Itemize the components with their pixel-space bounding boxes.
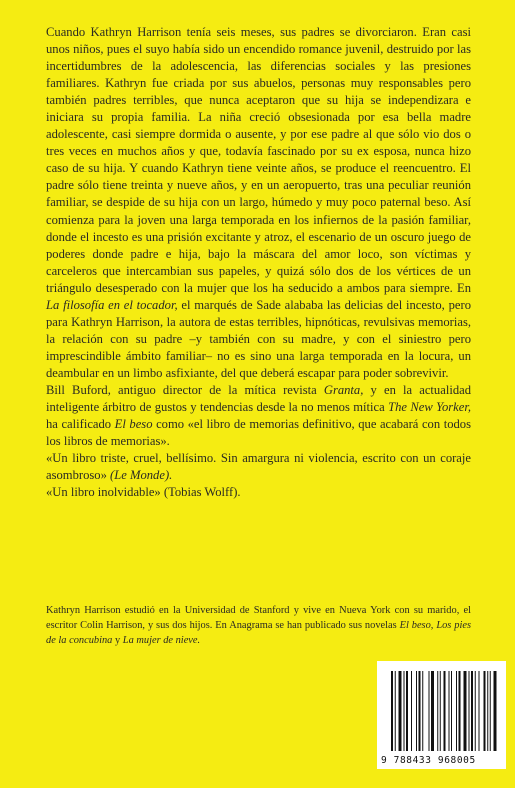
synopsis-text-part: Cuando Kathryn Harrison tenía seis meses, sus padres se divorciaron. Eran casi unos niños, pues el suyo había sido un encendido romance juvenil, destruido por las incertidumbres de la adolescencia, las diferencias sociales y las presiones familiares. Kathryn fue criada por sus abuelos, personas muy responsables pero también padres terribles, que nunca aceptaron que su hija se independizara e iniciara su propia familia. La niña creció obsesionada por esa bella madre adolescente, casi siempre dormida o ausente, y por ese padre al que sólo vio dos o tres veces en muchos años y que, todavía fascinado por su ex esposa, nunca hizo caso de su hija. Y cuando Kathryn tiene veinte años, se produce el reencuentro. El padre sólo tiene treinta y nueve años, y en un aeropuerto, tras una peculiar reunión familiar, se despide de su hija con un largo, húmedo y muy poco paternal beso. Así comienza para la joven una larga temporada en los infiernos de la pasión familiar, donde el incesto es una prisión excitante y atroz, el escenario de un oscuro juego de poderes donde padre e hija, bajo la máscara del amor loco, son víctimas y carceleros que intercambian sus papeles, y quizá sólo dos de los vértices de un triángulo desesperado con la mujer que los ha seducido a ambos para siempre. En [46, 25, 471, 295]
barcode-bar [429, 671, 430, 751]
barcode-bar [484, 671, 486, 751]
barcode-bars [389, 671, 497, 755]
barcode-bar [456, 671, 457, 751]
barcode-bar [469, 671, 470, 751]
barcode-bar [479, 671, 480, 751]
synopsis-paragraph-2 [46, 382, 471, 450]
barcode-bar [475, 671, 476, 751]
barcode-bar [395, 671, 396, 751]
synopsis-text-part: el marqués de Sade alababa las delicias del incesto, pero para Kathryn Harrison, la autora de estas terribles, hipnóticas, revulsivas memorias, la relación con su padre –y también con su madre, y con el siniestro pero imprescindible ámbito familiar– no es sino una larga temporada en la locura, un deambular en un limbo asfixiante, del que deberá escapar para poder sobrevivir. [46, 297, 471, 380]
author-bio [46, 603, 471, 648]
barcode-bar [471, 671, 473, 751]
novel-title: El beso, [399, 620, 434, 631]
barcode-bar [487, 671, 488, 751]
barcode-bar [490, 671, 491, 751]
barcode-bar [406, 671, 408, 751]
barcode-bar [404, 671, 405, 751]
magazine-title: Granta, [323, 382, 364, 397]
barcode-bar [459, 671, 461, 751]
novel-title: La mujer de nieve. [122, 635, 201, 646]
synopsis-paragraph-1 [46, 24, 471, 382]
barcode-bar [416, 671, 417, 751]
barcode-bar [411, 671, 412, 751]
magazine-title: The New Yorker, [388, 400, 471, 415]
synopsis-text-part: como «el libro de memorias definitivo, que acabará con todos los libros de memorias». [46, 417, 471, 449]
isbn-number: 9 788433 968005 [381, 755, 476, 766]
press-quote-2: «Un libro inolvidable» (Tobias Wolff). [46, 485, 241, 500]
bio-text: Kathryn Harrison estudió en la Universidad de Stanford y vive en Nueva York con su marido, el escritor Colin Harrison, y sus dos hijos. En Anagrama se han publicado sus novelas [46, 605, 471, 631]
synopsis-text [46, 24, 471, 501]
synopsis-text-part: ha calificado [46, 417, 112, 432]
quote-text: «Un libro triste, cruel, bellísimo. Sin amargura ni violencia, escrito con un coraje asombroso» [46, 451, 471, 483]
barcode-bar [444, 671, 446, 751]
barcode-bar [451, 671, 452, 751]
barcode-bar [437, 671, 438, 751]
quote-source: (Le Monde). [110, 468, 173, 483]
barcode-bar [419, 671, 421, 751]
barcode-bar [422, 671, 423, 751]
barcode-bar [391, 671, 393, 751]
press-quote-1 [46, 450, 471, 484]
bio-text: y [114, 635, 121, 646]
barcode-bar [399, 671, 402, 751]
novel-title: Los pies de la concubina [46, 620, 471, 646]
synopsis-text-part: y en la actualidad inteligente árbitro de gustos y tendencias desde la no menos mítica [46, 382, 471, 415]
book-title-reference: La filosofía en el tocador, [46, 297, 178, 312]
barcode-bar [440, 671, 441, 751]
barcode-bar [431, 671, 434, 751]
barcode-bar [449, 671, 450, 751]
barcode-bar [494, 671, 497, 751]
book-title-reference: El beso [114, 417, 153, 432]
barcode-bar [464, 671, 467, 751]
synopsis-text-part: Bill Buford, antiguo director de la mítica revista [46, 382, 317, 397]
isbn-barcode [377, 661, 506, 769]
